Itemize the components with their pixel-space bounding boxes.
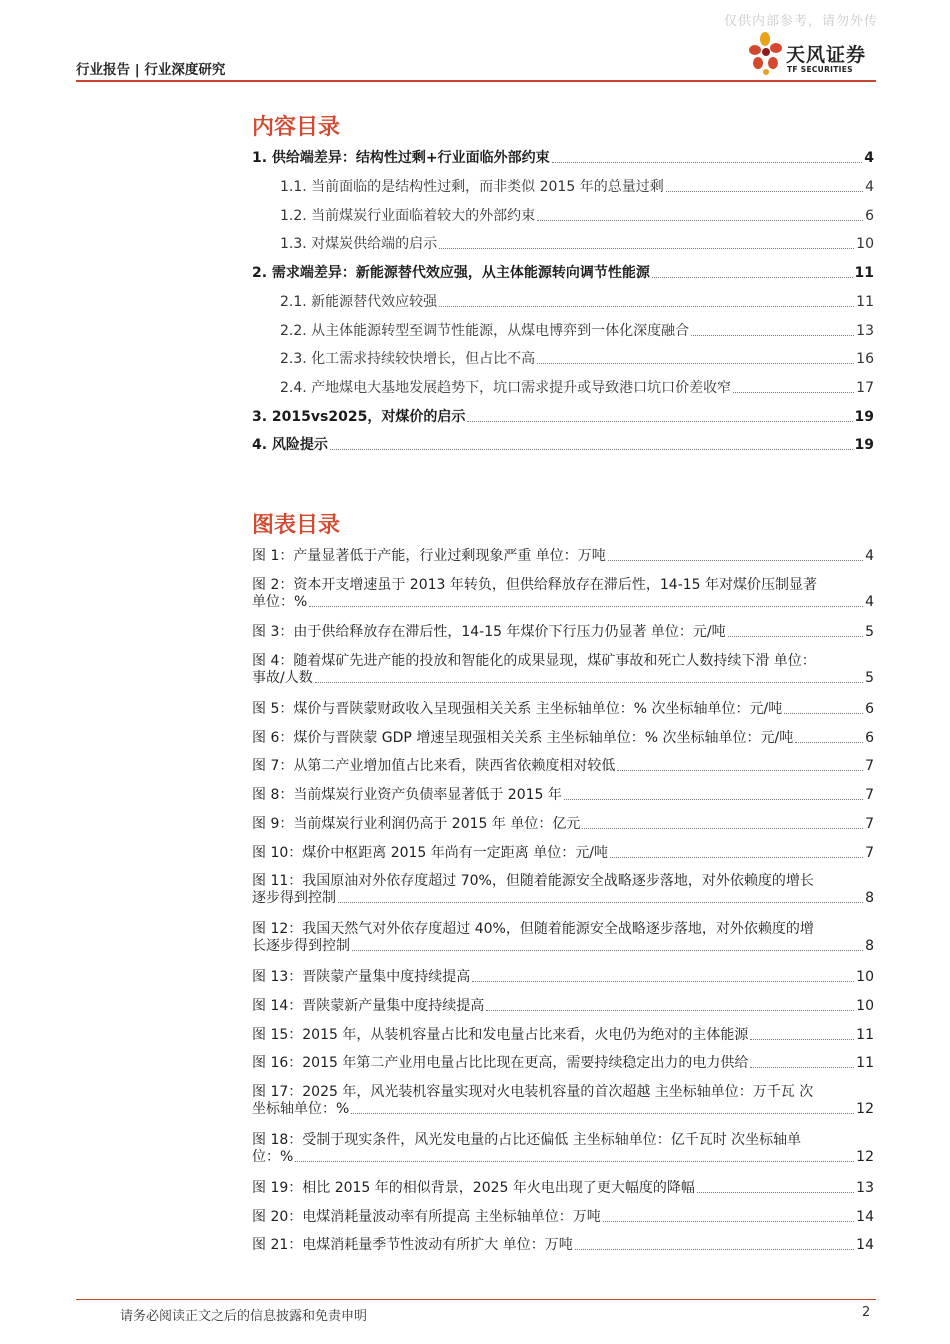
figures-title: 图表目录 (252, 513, 341, 538)
figure-item[interactable]: 图 18：受制于现实条件，风光发电量的占比还偏低 主坐标轴单位：亿千瓦时 次坐标轴单 位：% 12 (252, 1132, 874, 1165)
figure-item[interactable]: 图 17：2025 年，风光装机容量实现对火电装机容量的首次超越 主坐标轴单位：万千瓦 次 坐标轴单位：% 12 (252, 1084, 874, 1117)
figure-item[interactable]: 图 12：我国天然气对外依存度超过 40%，但随着能源安全战略逐步落地，对外依赖度的增 长逐步得到控制 8 (252, 921, 874, 954)
figure-item[interactable]: 图 15：2015 年，从装机容量占比和发电量占比来看，火电仍为绝对的主体能源 11 (252, 1027, 874, 1043)
figure-item[interactable]: 图 11：我国原油对外依存度超过 70%，但随着能源安全战略逐步落地，对外依赖度的增长 逐步得到控制 8 (252, 873, 874, 906)
figure-item[interactable]: 图 1：产量显著低于产能，行业过剩现象严重 单位：万吨 4 (252, 548, 874, 564)
breadcrumb: 行业报告 | 行业深度研究 (76, 62, 226, 78)
toc-item[interactable]: 2.2. 从主体能源转型至调节性能源，从煤电博弈到一体化深度融合 13 (280, 323, 874, 339)
toc-item[interactable]: 3. 2015vs2025，对煤价的启示 19 (252, 409, 874, 425)
logo-text-cn: 天风证券 (786, 44, 867, 66)
toc-item[interactable]: 1. 供给端差异：结构性过剩+行业面临外部约束 4 (252, 150, 874, 166)
figure-item[interactable]: 图 21：电煤消耗量季节性波动有所扩大 单位：万吨 14 (252, 1237, 874, 1253)
toc-item[interactable]: 1.3. 对煤炭供给端的启示 10 (280, 236, 874, 252)
logo-text-en: TF SECURITIES (787, 65, 853, 74)
figure-item[interactable]: 图 8：当前煤炭行业资产负债率显著低于 2015 年 7 (252, 787, 874, 803)
figure-item[interactable]: 图 7：从第二产业增加值占比来看，陕西省依赖度相对较低 7 (252, 758, 874, 774)
figure-item[interactable]: 图 20：电煤消耗量波动率有所提高 主坐标轴单位：万吨 14 (252, 1209, 874, 1225)
watermark-text: 仅供内部参考，请勿外传 (723, 14, 878, 29)
toc-item[interactable]: 4. 风险提示 19 (252, 437, 874, 453)
flower-logo-icon (748, 30, 788, 80)
toc-item[interactable]: 2. 需求端差异：新能源替代效应强，从主体能源转向调节性能源 11 (252, 265, 874, 281)
toc-item[interactable]: 1.2. 当前煤炭行业面临着较大的外部约束 6 (280, 208, 874, 224)
contents-title: 内容目录 (252, 115, 341, 140)
brand-logo (748, 30, 878, 80)
toc-item[interactable]: 1.1. 当前面临的是结构性过剩，而非类似 2015 年的总量过剩 4 (280, 179, 874, 195)
figure-item[interactable]: 图 19：相比 2015 年的相似背景，2025 年火电出现了更大幅度的降幅 13 (252, 1180, 874, 1196)
figure-item[interactable]: 图 5：煤价与晋陕蒙财政收入呈现强相关关系 主坐标轴单位：% 次坐标轴单位：元/吨 6 (252, 701, 874, 717)
figure-item[interactable]: 图 9：当前煤炭行业利润仍高于 2015 年 单位：亿元 7 (252, 816, 874, 832)
figure-item[interactable]: 图 14：晋陕蒙新产量集中度持续提高 10 (252, 998, 874, 1014)
page-number: 2 (862, 1305, 871, 1320)
figure-item[interactable]: 图 2：资本开支增速虽于 2013 年转负，但供给释放存在滞后性，14-15 年对煤价压制显著 单位：% 4 (252, 577, 874, 610)
figure-item[interactable]: 图 3：由于供给释放存在滞后性，14-15 年煤价下行压力仍显著 单位：元/吨 5 (252, 624, 874, 640)
figure-item[interactable]: 图 13：晋陕蒙产量集中度持续提高 10 (252, 969, 874, 985)
footer-disclaimer: 请务必阅读正文之后的信息披露和免责申明 (120, 1309, 368, 1324)
toc-item[interactable]: 2.1. 新能源替代效应较强 11 (280, 294, 874, 310)
toc-item[interactable]: 2.3. 化工需求持续较快增长，但占比不高 16 (280, 351, 874, 367)
figure-item[interactable]: 图 6：煤价与晋陕蒙 GDP 增速呈现强相关关系 主坐标轴单位：% 次坐标轴单位：元/吨 6 (252, 730, 874, 746)
figure-item[interactable]: 图 16：2015 年第二产业用电量占比比现在更高，需要持续稳定出力的电力供给 11 (252, 1055, 874, 1071)
footer-divider (76, 1299, 876, 1300)
header-divider (76, 80, 876, 82)
figure-item[interactable]: 图 10：煤价中枢距离 2015 年尚有一定距离 单位：元/吨 7 (252, 845, 874, 861)
figure-item[interactable]: 图 4：随着煤矿先进产能的投放和智能化的成果显现，煤矿事故和死亡人数持续下滑 单位： 事故/人数 5 (252, 653, 874, 686)
toc-item[interactable]: 2.4. 产地煤电大基地发展趋势下，坑口需求提升或导致港口坑口价差收窄 17 (280, 380, 874, 396)
